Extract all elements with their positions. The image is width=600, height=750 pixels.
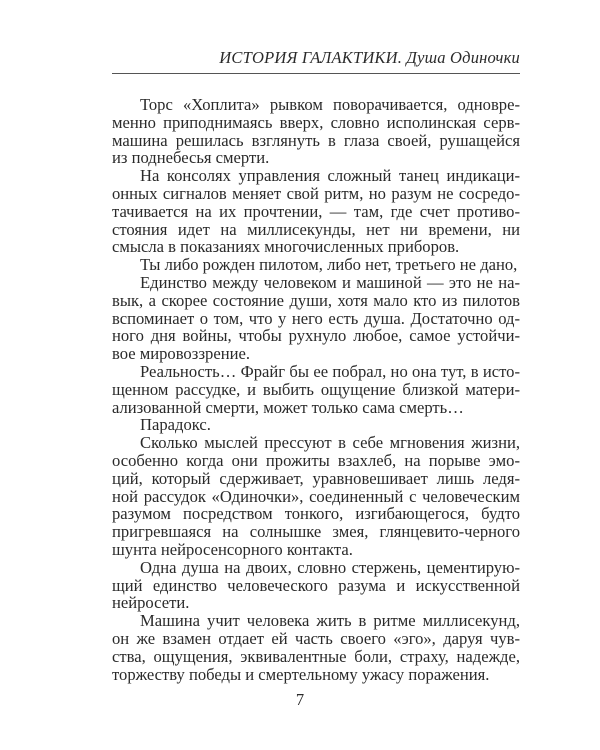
text-line: стояния идет на миллисекунды, нет ни времени, ни <box>112 219 520 239</box>
text-line: тачивается на их прочтении, — там, где счет противо- <box>112 201 520 221</box>
paragraph <box>112 559 520 612</box>
text-line: машина решилась взглянуть в глаза своей, рушащейся <box>112 130 520 150</box>
text-line: пригревшаяся на солнышке змея, глянцевито-черного <box>112 522 520 542</box>
paragraph <box>112 256 520 274</box>
text-line: Сколько мыслей прессуют в себе мгновения жизни, <box>140 433 520 453</box>
text-line: ной рассудок «Одиночки», соединенный с человеческим <box>112 486 520 506</box>
text-line: шунта нейросенсорного контакта. <box>112 539 353 559</box>
text-line: смысла в показаниях многочисленных приборов. <box>112 237 460 257</box>
text-line: из поднебесья смерти. <box>112 148 270 168</box>
text-line: ций, который сдерживает, уравновешивает лишь ледя- <box>112 468 520 488</box>
text-line: щий единство человеческого разума и искусственной <box>112 575 520 595</box>
paragraph <box>112 416 520 434</box>
text-line: Реальность… Фрайг бы ее побрал, но она тут, в исто- <box>140 361 520 381</box>
text-line: ного дня войны, чтобы рухнуло любое, самое устойчи- <box>112 326 520 346</box>
text-line: ства, ощущения, эквивалентные боли, страху, надежде, <box>112 646 520 666</box>
text-line: торжеству победы и смертельному ужасу поражения. <box>112 664 490 684</box>
paragraph <box>112 363 520 416</box>
page-number: 7 <box>295 690 305 709</box>
paragraph <box>112 274 520 363</box>
running-header: ИСТОРИЯ ГАЛАКТИКИ. Душа Одиночки <box>219 48 520 67</box>
text-line: вык, а скорее состояние души, хотя мало кто из пилотов <box>112 290 520 310</box>
paragraph <box>112 96 520 167</box>
text-line: Машина учит человека жить в ритме миллисекунд, <box>140 611 520 631</box>
text-line: Одна душа на двоих, словно стержень, цементирую- <box>140 557 520 577</box>
text-line: онных сигналов меняет свой ритм, но разум не сосредо- <box>112 183 520 203</box>
text-line: Ты либо рожден пилотом, либо нет, третьего не дано, <box>140 255 518 275</box>
text-line: Парадокс. <box>140 415 211 435</box>
text-line: вое мировоззрение. <box>112 344 250 364</box>
paragraph <box>112 612 520 683</box>
text-line: особенно когда они прожиты взахлеб, на порыве эмо- <box>112 450 520 470</box>
body-text <box>112 96 520 683</box>
text-line: Торс «Хоплита» рывком поворачивается, одновре- <box>140 95 520 114</box>
text-line: нейросети. <box>112 593 190 613</box>
text-line: ализованной смерти, может только сама смерть… <box>112 397 464 417</box>
header-rule <box>112 73 520 74</box>
text-line: Единство между человеком и машиной — это не на- <box>140 272 520 292</box>
text-line: щенном рассудке, и выбить ощущение близкой матери- <box>112 379 520 399</box>
text-line: разумом посредством тонкого, изгибающегося, будто <box>112 504 520 524</box>
text-line: На консолях управления сложный танец индикаци- <box>140 166 520 186</box>
text-line: менно приподнимаясь вверх, словно исполинская серв- <box>112 112 520 132</box>
text-line: вспоминает о том, что у него есть душа. Достаточно од- <box>112 308 520 328</box>
paragraph <box>112 167 520 256</box>
text-line: он же взамен отдает ей часть своего «эго», даруя чув- <box>112 628 520 648</box>
paragraph <box>112 434 520 559</box>
